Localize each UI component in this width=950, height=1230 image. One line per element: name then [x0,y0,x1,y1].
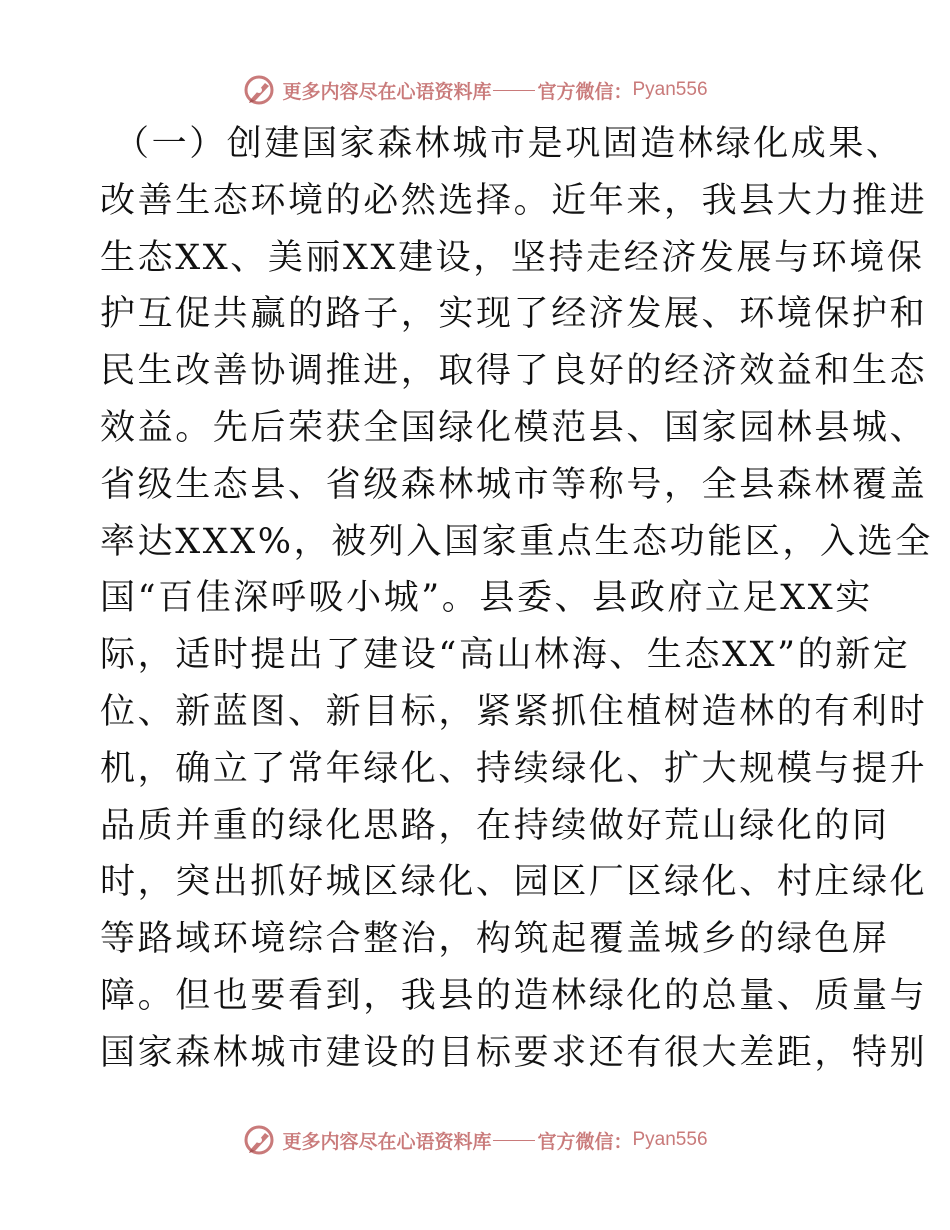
pen-logo-icon [242,1123,276,1157]
text-line: 品质并重的绿化思路，在持续做好荒山绿化的同 [100,805,890,846]
pen-logo-icon [242,73,276,107]
text-line: 改善生态环境的必然选择。近年来，我县大力推进 [100,180,928,221]
watermark-dash [493,1140,535,1141]
text-line: 省级生态县、省级森林城市等称号，全县森林覆盖 [100,464,928,505]
watermark-id: Pyan556 [632,79,708,100]
watermark-text: 更多内容尽在心语资料库 [282,80,492,103]
text-line: （一）创建国家森林城市是巩固造林绿化成果、 [114,124,904,164]
header-watermark [0,68,950,112]
document-body [100,116,933,1082]
text-line: 际，适时提出了建设“高山林海、生态XX”的新定 [100,635,911,676]
text-line: 率达XXX%，被列入国家重点生态功能区，入选全 [100,521,933,562]
watermark-text: 更多内容尽在心语资料库 [282,1130,492,1153]
watermark-label: 官方微信： [537,80,633,103]
text-line: 障。但也要看到，我县的造林绿化的总量、质量与 [100,975,928,1016]
text-line: 位、新蓝图、新目标，紧紧抓住植树造林的有利时 [100,691,928,732]
text-line: 护互促共赢的路子，实现了经济发展、环境保护和 [100,294,928,335]
text-line: 等路域环境综合整治，构筑起覆盖城乡的绿色屏 [100,919,890,960]
footer-watermark [0,1118,950,1162]
text-line: 效益。先后荣获全国绿化模范县、国家园林县城、 [100,407,928,448]
watermark-dash [493,90,535,91]
text-line: 生态XX、美丽XX建设，坚持走经济发展与环境保 [100,237,925,278]
text-line: 机，确立了常年绿化、持续绿化、扩大规模与提升 [100,748,928,789]
text-line: 国“百佳深呼吸小城”。县委、县政府立足XX实 [100,578,873,619]
watermark-id: Pyan556 [632,1129,708,1150]
text-line: 国家森林城市建设的目标要求还有很大差距，特别 [100,1032,928,1073]
watermark-label: 官方微信： [537,1130,633,1153]
text-line: 时，突出抓好城区绿化、园区厂区绿化、村庄绿化 [100,862,928,903]
text-line: 民生改善协调推进，取得了良好的经济效益和生态 [100,351,928,392]
